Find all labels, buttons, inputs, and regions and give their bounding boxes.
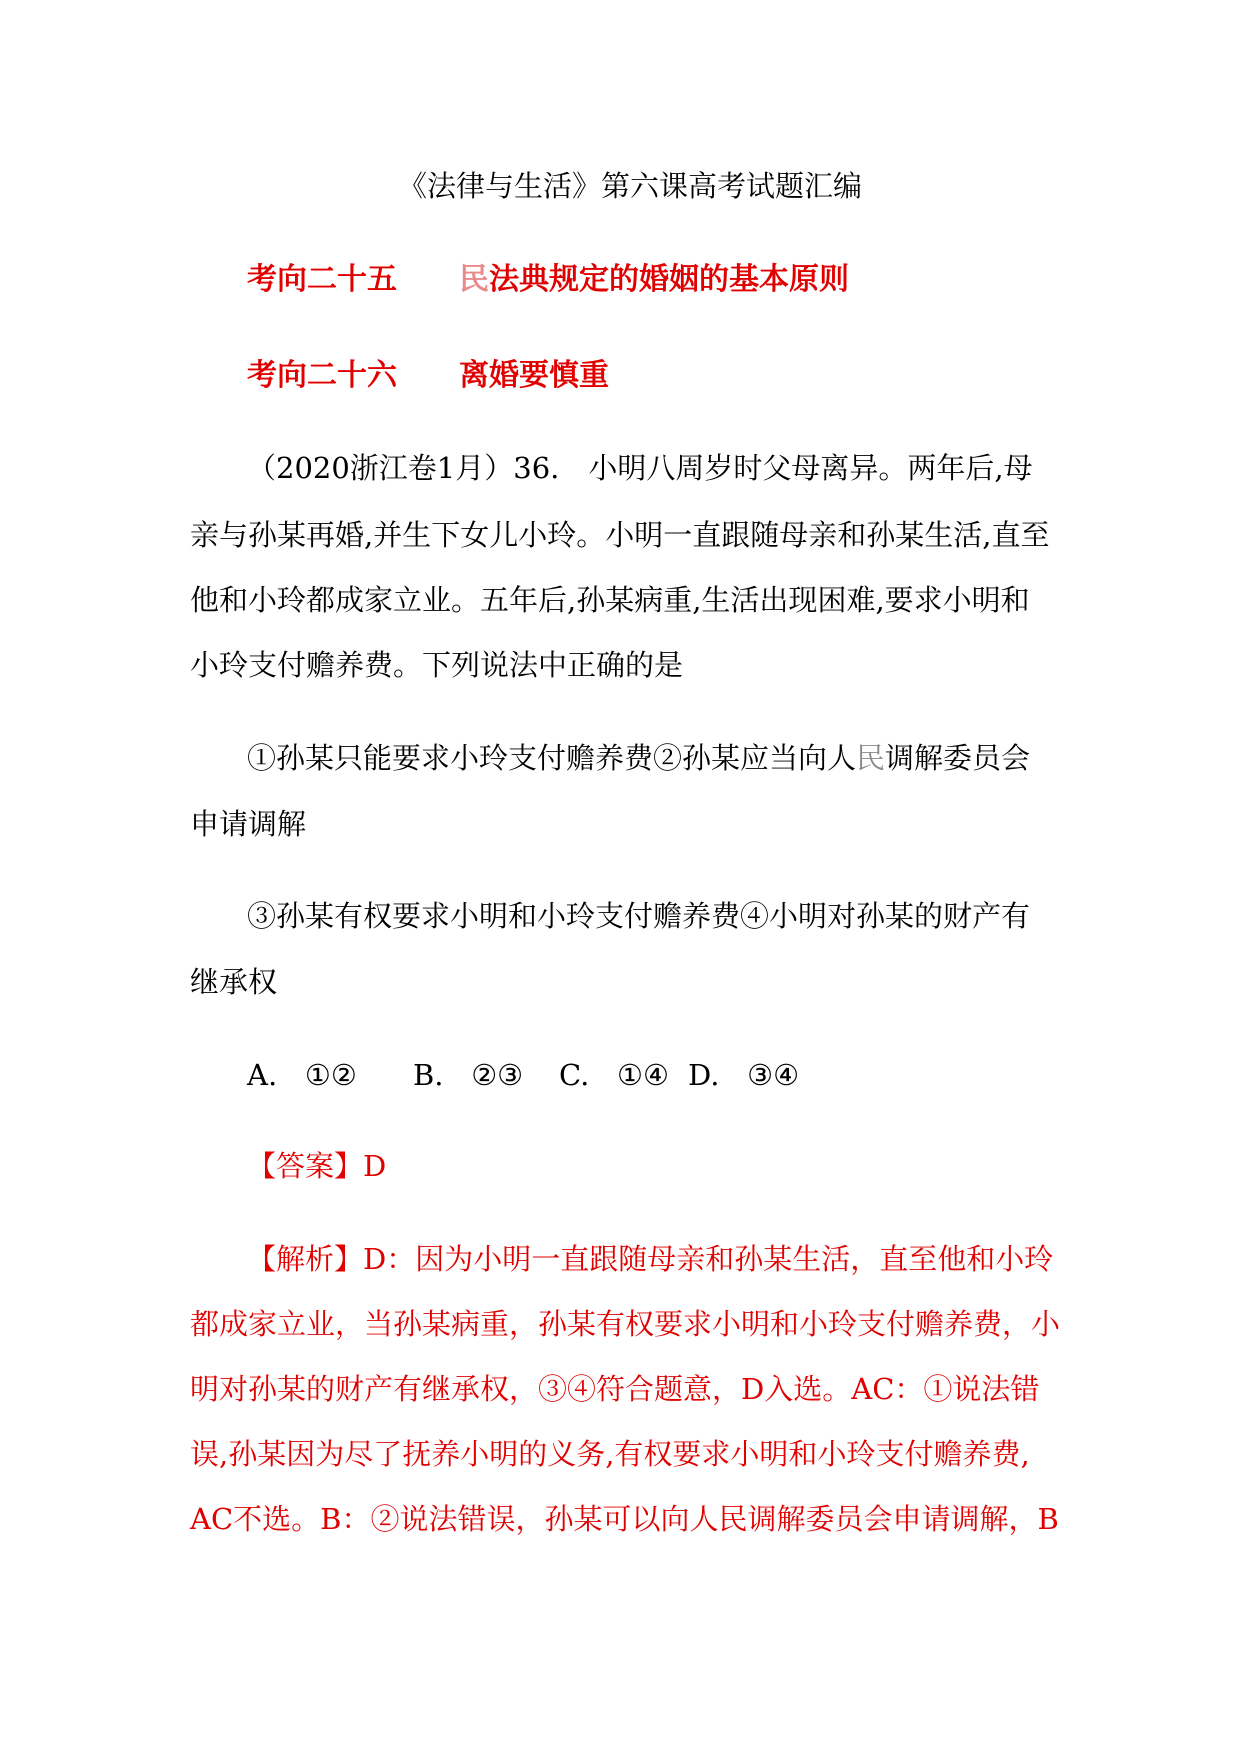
choice-b xyxy=(413,1057,559,1093)
analysis-line-3: 明对孙某的财产有继承权，③④符合题意，D入选。AC：①说法错 xyxy=(190,1372,1040,1406)
analysis-line-4: 误,孙某因为尽了抚养小明的义务,有权要求小明和小玲支付赡养费, xyxy=(190,1437,1030,1471)
option-text: ①孙某只能要求小玲支付赡养费②孙某应当向人 xyxy=(247,741,857,775)
option-statements-3-4: ③孙某有权要求小明和小玲支付赡养费④小明对孙某的财产有 xyxy=(247,899,1031,933)
choice-letter: A. xyxy=(247,1058,278,1092)
answer-choices xyxy=(247,1057,799,1093)
question-line-3: 他和小玲都成家立业。五年后,孙某病重,生活出现困难,要求小明和 xyxy=(190,583,1030,617)
choice-d xyxy=(688,1057,799,1093)
question-line-2: 亲与孙某再婚,并生下女儿小玲。小明一直跟随母亲和孙某生活,直至 xyxy=(190,518,1050,552)
analysis-line-1 xyxy=(247,1241,1053,1277)
heading-text: 离婚要慎重 xyxy=(459,358,609,393)
question-line-4: 小玲支付赡养费。下列说法中正确的是 xyxy=(190,648,684,682)
heading-text-first-char: 民 xyxy=(459,262,489,297)
question-line-1: （2020浙江卷1月）36. 小明八周岁时父母离异。两年后,母 xyxy=(247,451,1033,485)
heading-label: 考向二十六 xyxy=(247,358,397,393)
option-statements-1-2-cont: 申请调解 xyxy=(190,807,307,841)
option-text-grey-char: 民 xyxy=(856,741,886,775)
choice-value: ①④ xyxy=(617,1058,670,1092)
choice-letter: C. xyxy=(559,1058,590,1092)
answer xyxy=(247,1148,386,1184)
option-text: 调解委员会 xyxy=(885,741,1031,775)
choice-c xyxy=(559,1057,688,1093)
choice-a xyxy=(247,1057,413,1093)
choice-value: ②③ xyxy=(471,1058,524,1092)
choice-letter: D. xyxy=(688,1058,720,1092)
document-title: 《法律与生活》第六课高考试题汇编 xyxy=(398,169,863,203)
section-heading-25 xyxy=(247,262,849,298)
option-statements-3-4-cont: 继承权 xyxy=(190,965,278,999)
choice-value: ③④ xyxy=(747,1058,800,1092)
analysis-text: D：因为小明一直跟随母亲和孙某生活，直至他和小玲 xyxy=(363,1242,1054,1276)
answer-label: 【答案】 xyxy=(247,1149,364,1183)
answer-value: D xyxy=(363,1149,387,1183)
option-statements-1-2 xyxy=(247,740,1030,776)
heading-label: 考向二十五 xyxy=(247,262,397,297)
heading-text: 法典规定的婚姻的基本原则 xyxy=(489,262,849,297)
analysis-label: 【解析】 xyxy=(247,1242,364,1276)
choice-letter: B. xyxy=(413,1058,444,1092)
analysis-line-2: 都成家立业，当孙某病重，孙某有权要求小明和小玲支付赡养费，小 xyxy=(190,1307,1061,1341)
choice-value: ①② xyxy=(304,1058,357,1092)
analysis-line-5: AC不选。B：②说法错误，孙某可以向人民调解委员会申请调解，B xyxy=(190,1502,1059,1536)
section-heading-26 xyxy=(247,358,609,394)
